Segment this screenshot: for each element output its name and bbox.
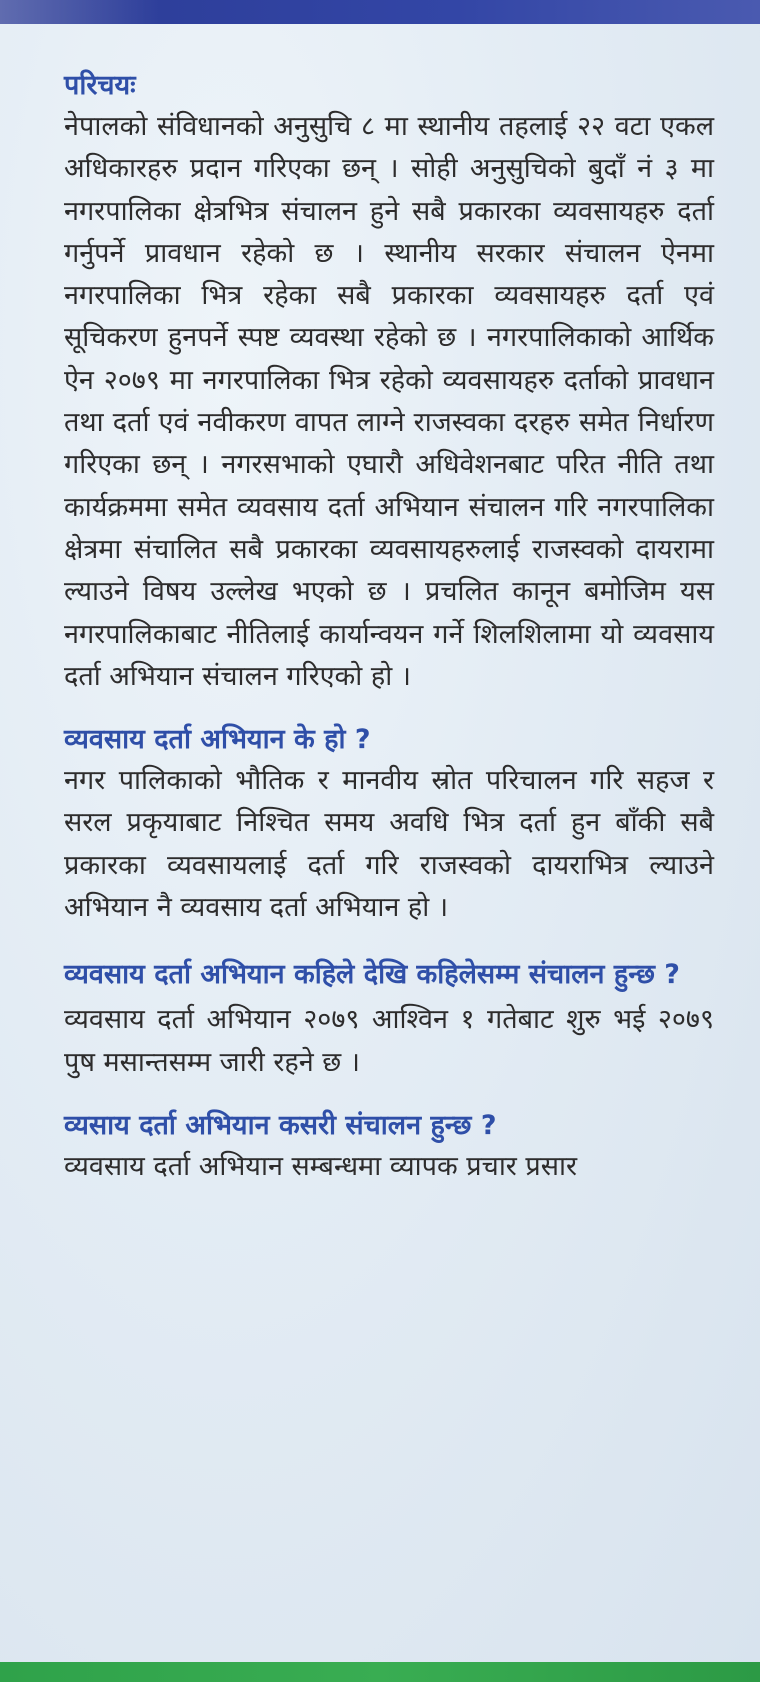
brochure-content [64, 66, 714, 1188]
section-body-what-is: नगर पालिकाको भौतिक र मानवीय स्रोत परिचालन गरि सहज र सरल प्रकृयाबाट निश्चित समय अवधि भित्र दर्ता हुन बाँकी सबै प्रकारका व्यवसायलाई दर्ता गरि राजस्वको दायराभित्र ल्याउने अभियान नै व्यवसाय दर्ता अभियान हो । [64, 765, 714, 924]
section-spacer [64, 1084, 714, 1106]
brochure-page [0, 24, 760, 1662]
top-band-highlight [0, 0, 160, 24]
section-spacer [64, 929, 714, 951]
section-body-intro: नेपालको संविधानको अनुसुचि ८ मा स्थानीय तहलाई २२ वटा एकल अधिकारहरु प्रदान गरिएका छन् । सोही अनुसुचिको बुदाँ नं ३ मा नगरपालिका क्षेत्रभित्र संचालन हुने सबै प्रकारका व्यवसायहरु दर्ता गर्नुपर्ने प्रावधान रहेको छ । स्थानीय सरकार संचालन ऐनमा नगरपालिका भित्र रहेका सबै प्रकारका व्यवसायहरु दर्ता एवं सूचिकरण हुनपर्ने स्पष्ट व्यवस्था रहेको छ । नगरपालिकाको आर्थिक ऐन २०७९ मा नगरपालिका भित्र रहेको व्यवसायहरु दर्ताको प्रावधान तथा दर्ता एवं नवीकरण वापत लाग्ने राजस्वका दरहरु समेत निर्धारण गरिएका छन् । नगरसभाको एघारौ अधिवेशनबाट परित नीति तथा कार्यक्रममा समेत व्यवसाय दर्ता अभियान संचालन गरि नगरपालिका क्षेत्रमा संचालित सबै प्रकारका व्यवसायहरुलाई राजस्वको दायरामा ल्याउने विषय उल्लेख भएको छ । प्रचलित कानून बमोजिम यस नगरपालिकाबाट नीतिलाई कार्यान्वयन गर्ने शिलशिलामा यो व्यवसाय दर्ता अभियान संचालन गरिएको हो । [64, 111, 714, 692]
section-heading-intro: परिचयः [64, 70, 136, 101]
section-spacer [64, 698, 714, 720]
top-blue-band [0, 0, 760, 24]
section-body-duration: व्यवसाय दर्ता अभियान २०७९ आश्विन १ गतेबाट शुरु भई २०७९ पुष मसान्तसम्म जारी रहने छ । [64, 1004, 714, 1078]
section-body-how: व्यवसाय दर्ता अभियान सम्बन्धमा व्यापक प्रचार प्रसार [64, 1150, 578, 1182]
section-heading-what-is: व्यवसाय दर्ता अभियान के हो ? [64, 724, 371, 756]
section-heading-how: व्यसाय दर्ता अभियान कसरी संचालन हुन्छ ? [64, 1109, 497, 1141]
section-heading-duration: व्यवसाय दर्ता अभियान कहिले देखि कहिलेसम्म संचालन हुन्छ ? [64, 959, 680, 991]
bottom-green-band [0, 1662, 760, 1682]
